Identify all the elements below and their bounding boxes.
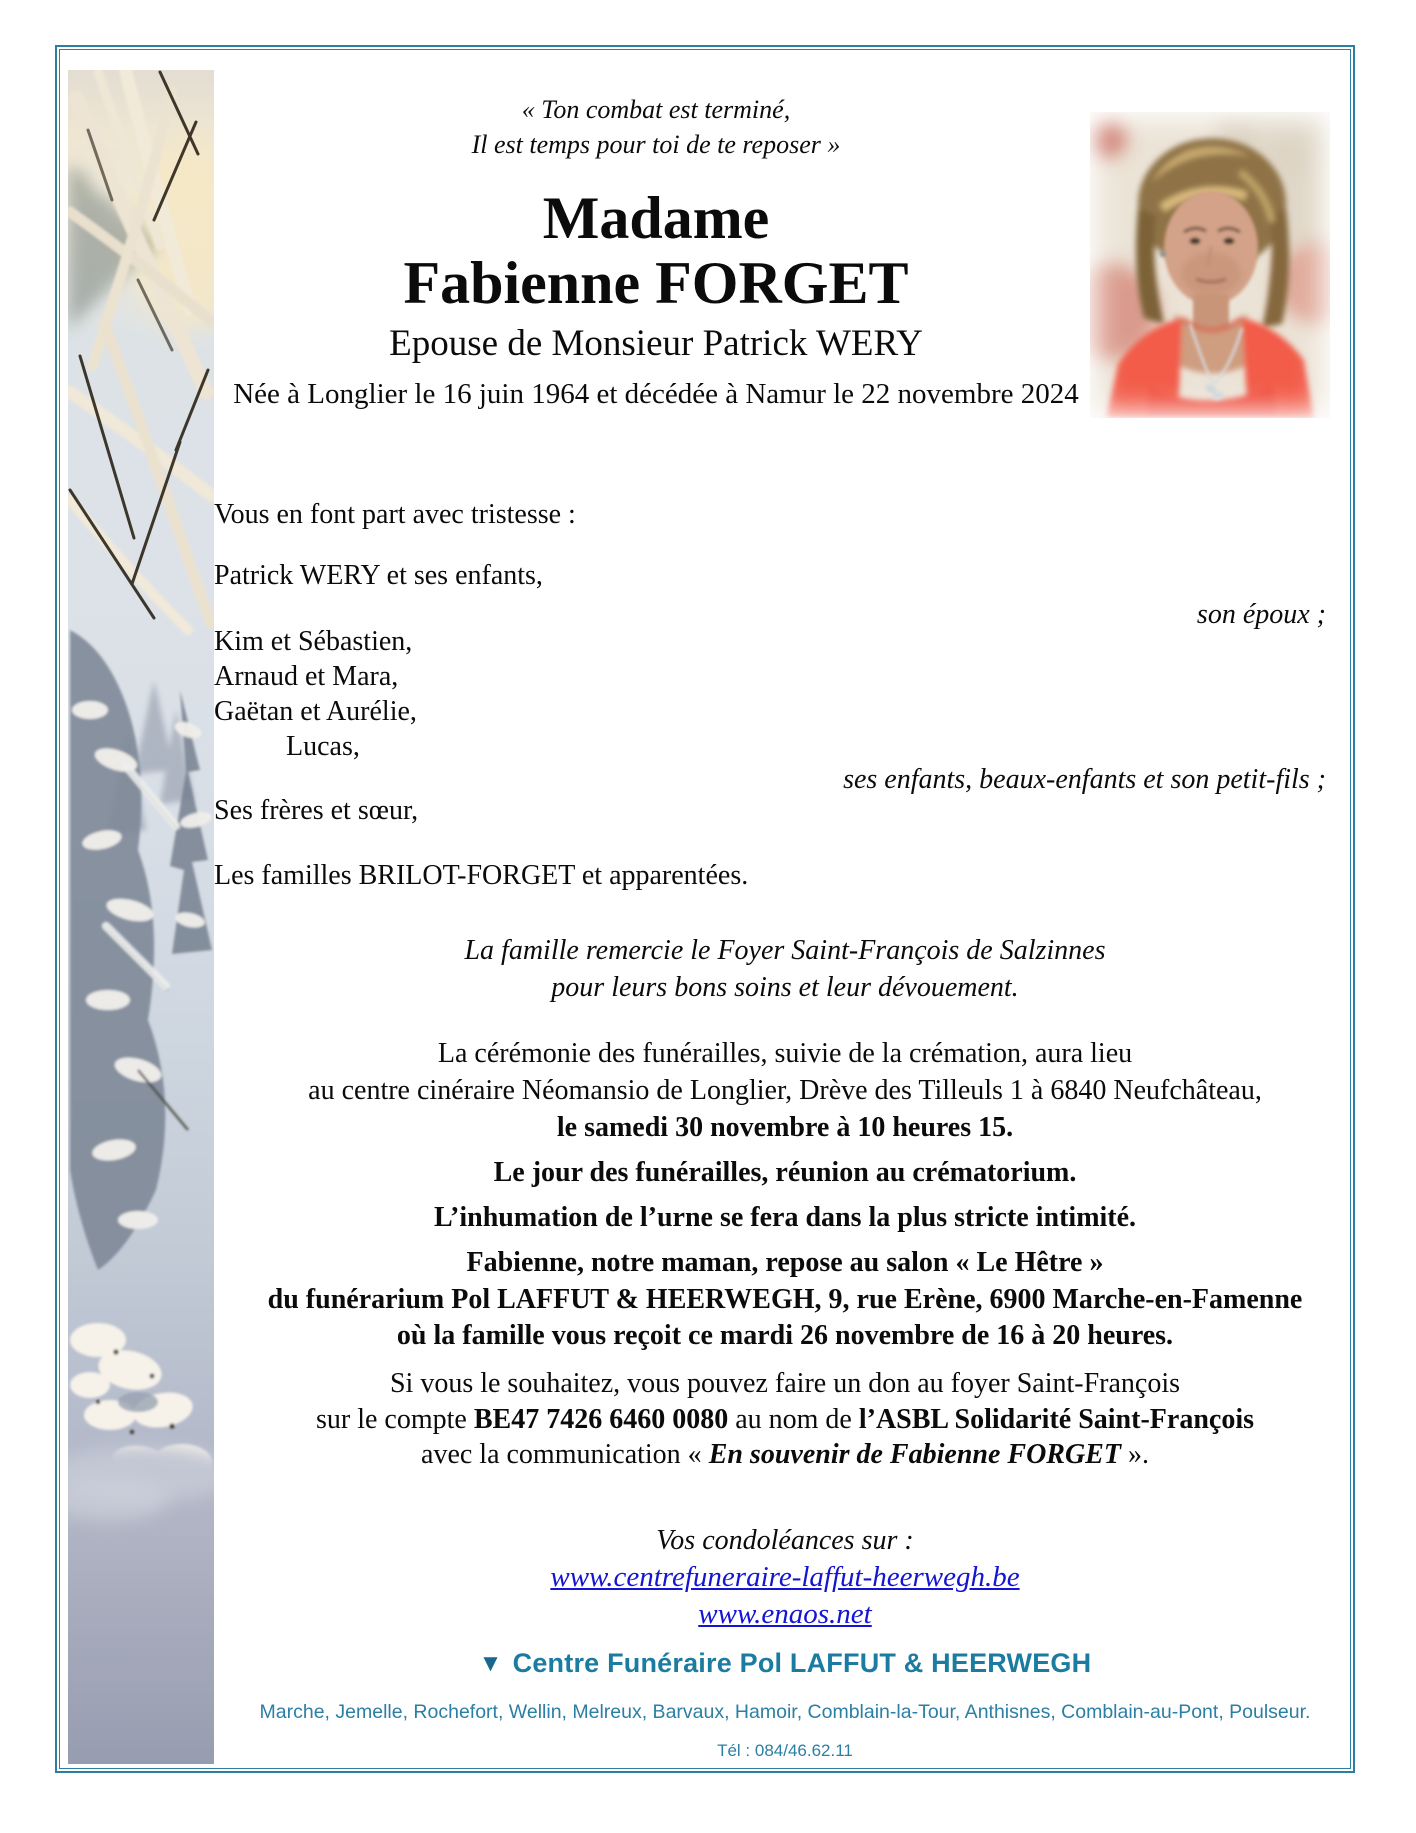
winter-photo-image <box>68 70 214 1764</box>
winter-photo <box>68 70 214 1764</box>
intro-line: Vous en font part avec tristesse : <box>214 499 576 531</box>
donation-line-3 <box>214 1437 1356 1473</box>
spouse-role-line: son époux ; <box>1196 599 1326 631</box>
ceremony-line-2: au centre cinéraire Néomansio de Longlier, Drève des Tilleuls 1 à 6840 Neufchâteau, <box>308 1075 1262 1107</box>
donation-line-2 <box>214 1402 1356 1438</box>
funeral-home-name-text: Centre Funéraire Pol LAFFUT & HEERWEGH <box>512 1648 1092 1678</box>
birth-death-line: Née à Longlier le 16 juin 1964 et décédée à Namur le 22 novembre 2024 <box>233 378 1079 411</box>
child-line: Lucas, <box>286 731 360 763</box>
ceremony-line-1: La cérémonie des funérailles, suivie de la crémation, aura lieu <box>437 1038 1133 1070</box>
children-role-line: ses enfants, beaux-enfants et son petit-fils ; <box>843 764 1326 796</box>
thanks-paragraph <box>214 933 1356 1006</box>
donation-line-1: Si vous le souhaitez, vous pouvez faire un don au foyer Saint-François <box>389 1368 1181 1400</box>
announcement-content <box>214 92 1356 1632</box>
header-block <box>214 92 1098 411</box>
spouse-subtitle: Epouse de Monsieur Patrick WERY <box>389 322 923 364</box>
reunion-line: Le jour des funérailles, réunion au crématorium. <box>493 1157 1077 1189</box>
donation-text: au nom de <box>728 1403 859 1435</box>
funeral-home-footer <box>214 1648 1356 1761</box>
condolence-link-enaos[interactable]: www.enaos.net <box>698 1597 872 1630</box>
spouse-name-line: Patrick WERY et ses enfants, <box>214 560 543 592</box>
child-line: Arnaud et Mara, <box>214 661 399 693</box>
condolence-links <box>214 1559 1356 1632</box>
repose-paragraph <box>214 1245 1356 1354</box>
repose-line-2: du funérarium Pol LAFFUT & HEERWEGH, 9, rue Erène, 6900 Marche-en-Famenne <box>267 1283 1303 1315</box>
quote-line-1: « Ton combat est terminé, <box>521 95 791 124</box>
repose-line-1: Fabienne, notre maman, repose au salon « Le Hêtre » <box>466 1247 1104 1279</box>
funeral-home-name <box>214 1648 1356 1679</box>
repose-line-3: où la famille vous reçoit ce mardi 26 novembre de 16 à 20 heures. <box>396 1319 1174 1351</box>
thanks-line-2: pour leurs bons soins et leur dévouement. <box>551 971 1019 1003</box>
ceremony-paragraph <box>214 1036 1356 1147</box>
condolences-block <box>214 1523 1356 1632</box>
donation-paragraph <box>214 1366 1356 1473</box>
inhumation-line: L’inhumation de l’urne se fera dans la plus stricte intimité. <box>433 1202 1137 1234</box>
donation-text: sur le compte <box>316 1403 474 1435</box>
quote-line-2: Il est temps pour toi de te reposer » <box>471 130 841 160</box>
siblings-line: Ses frères et sœur, <box>214 795 419 827</box>
funeral-home-locations: Marche, Jemelle, Rochefort, Wellin, Melreux, Barvaux, Hamoir, Comblain-la-Tour, Anthisnes, Comblain-au-Pont, Poulseur. <box>259 1701 1311 1723</box>
child-line: Gaëtan et Aurélie, <box>214 696 417 728</box>
condolences-label: Vos condoléances sur : <box>656 1524 914 1556</box>
donation-text: avec la communication « <box>421 1439 709 1471</box>
thanks-line-1: La famille remercie le Foyer Saint-François de Salzinnes <box>464 935 1106 967</box>
condolence-link-funeral-home[interactable]: www.centrefuneraire-laffut-heerwegh.be <box>550 1561 1020 1594</box>
funeral-home-phone: Tél : 084/46.62.11 <box>717 1741 853 1760</box>
title-madame: Madame <box>542 185 770 252</box>
children-list <box>214 624 1356 764</box>
ceremony-date-line: le samedi 30 novembre à 10 heures 15. <box>556 1112 1014 1144</box>
donation-communication: En souvenir de Fabienne FORGET <box>708 1439 1121 1471</box>
donation-text: ». <box>1120 1439 1149 1471</box>
opening-quote <box>214 92 1098 162</box>
donation-organisation: l’ASBL Solidarité Saint-François <box>858 1403 1254 1435</box>
deceased-name: Fabienne FORGET <box>403 249 909 316</box>
donation-account-number: BE47 7426 6460 0080 <box>473 1403 729 1435</box>
announcement-body <box>214 497 1356 1631</box>
families-line: Les familles BRILOT-FORGET et apparentées. <box>214 860 749 892</box>
page-title <box>214 186 1098 316</box>
child-line: Kim et Sébastien, <box>214 626 413 658</box>
triangle-icon: ▼ <box>478 1650 503 1677</box>
